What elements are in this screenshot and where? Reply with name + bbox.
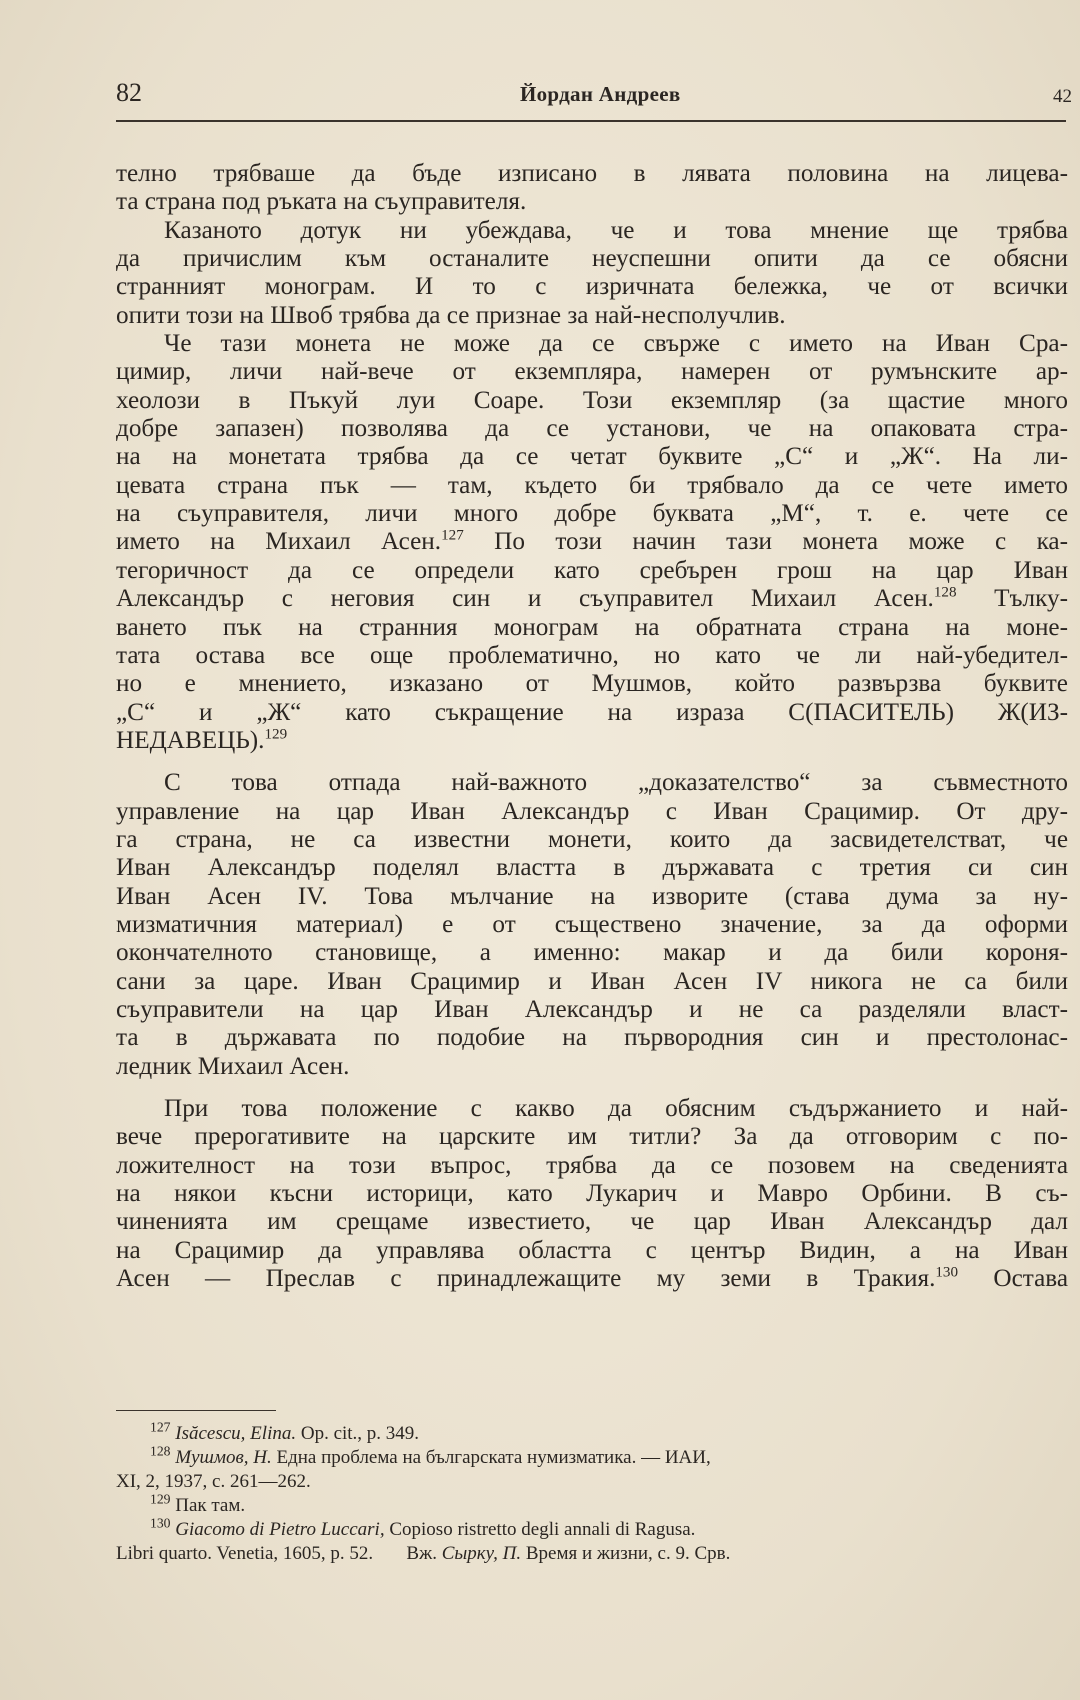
text-segment: Александър с неговия син и съуправител Михаил Асен. bbox=[116, 585, 934, 613]
page-header bbox=[116, 78, 1072, 118]
text-line: сани за царе. Иван Срацимир и Иван Асен IV никога не са били bbox=[116, 967, 1068, 995]
footnote-128 bbox=[116, 1443, 1068, 1470]
text-line-with-ref bbox=[116, 528, 1068, 556]
text-line: мизматичния материал) е от съществено значение, за да оформи bbox=[116, 910, 1068, 938]
text-line: та страна под ръката на съуправителя. bbox=[116, 188, 527, 216]
text-line: телно трябваше да бъде изписано в лявата половина на лицева- bbox=[116, 160, 1068, 187]
footnote-130 bbox=[116, 1515, 1068, 1542]
paragraph-2 bbox=[116, 217, 1068, 330]
text-line: чиненията им срещаме известието, че цар Иван Александър дал bbox=[116, 1208, 1068, 1236]
paragraph-4 bbox=[116, 769, 1068, 1081]
text-line: вече прерогативите на царските им титли? За да отговорим с по- bbox=[116, 1123, 1068, 1151]
footnote-author: Мушмов, Н. bbox=[175, 1447, 272, 1468]
footnote-author: Giacomo di Pietro Luccari, bbox=[175, 1519, 385, 1540]
footnote-130-continued bbox=[116, 1542, 1068, 1566]
header-rule bbox=[116, 120, 1066, 122]
text-line: странният монограм. И то с изричната бележка, че от всички bbox=[116, 273, 1068, 301]
footnote-text: Пак там. bbox=[175, 1495, 246, 1516]
paragraph-5 bbox=[116, 1095, 1068, 1293]
text-line: ложителност на този въпрос, трябва да се позовем на сведенията bbox=[116, 1151, 1068, 1179]
text-line: ледник Михаил Асен. bbox=[116, 1052, 350, 1080]
text-line: на някои късни историци, като Лукарич и Мавро Орбини. В съ- bbox=[116, 1180, 1068, 1208]
text-line: на на монетата трябва да се четат буквите „С“ и „Ж“. На ли- bbox=[116, 443, 1068, 471]
text-line: окончателното становище, а именно: макар и да били короня- bbox=[116, 939, 1068, 967]
text-line-with-ref bbox=[116, 1265, 1068, 1293]
text-line: цимир, личи най-вече от екземпляра, намерен от румънските ар- bbox=[116, 358, 1068, 386]
text-line: цевата страна пък — там, където би трябвало да се чете името bbox=[116, 471, 1068, 499]
text-line: тегоричност да се определи като сребърен грош на цар Иван bbox=[116, 556, 1068, 584]
text-line: та в държавата по подобие на първородния син и престолонас- bbox=[116, 1024, 1068, 1052]
footnote-128-continued: XI, 2, 1937, с. 261—262. bbox=[116, 1471, 311, 1492]
text-line: опити този на Швоб трябва да се признае за най-несполучлив. bbox=[116, 301, 786, 329]
text-line: да причислим към останалите неуспешни опити да се обясни bbox=[116, 245, 1068, 273]
text-line: ването пък на странния монограм на обратната страна на моне- bbox=[116, 613, 1068, 641]
text-line: съуправители на цар Иван Александър и не са разделяли власт- bbox=[116, 995, 1068, 1023]
footnote-ref-128[interactable]: 128 bbox=[933, 584, 957, 601]
text-line: на Срацимир да управлява областта с център Видин, а на Иван bbox=[116, 1236, 1068, 1264]
footnote-number: 127 bbox=[150, 1419, 171, 1435]
paragraph-gap bbox=[116, 755, 1068, 769]
footnote-127 bbox=[116, 1419, 1068, 1446]
text-line: но е мнението, изказано от Мушмов, който развързва буквите bbox=[116, 670, 1068, 698]
text-line-with-ref bbox=[116, 727, 1068, 755]
footnote-number: 128 bbox=[150, 1443, 171, 1459]
footnote-author: Сырку, П. bbox=[441, 1543, 522, 1564]
footnote-ref-129[interactable]: 129 bbox=[264, 726, 288, 743]
margin-number: 42 bbox=[1053, 86, 1072, 107]
page-number: 82 bbox=[116, 78, 142, 107]
text-line: Че тази монета не може да се свърже с името на Иван Сра- bbox=[164, 330, 1068, 358]
footnote-text: Op. cit., p. 349. bbox=[296, 1423, 420, 1444]
text-line: „С“ и „Ж“ като съкращение на израза С(ПАСИТЕЛЬ) Ж(ИЗ- bbox=[116, 698, 1068, 726]
footnote-rule bbox=[116, 1410, 276, 1411]
footnote-text: Libri quarto. Venetia, 1605, p. 52. bbox=[116, 1543, 374, 1564]
text-line: Иван Александър поделял властта в държавата с третия си син bbox=[116, 854, 1068, 882]
text-line: хеолози в Пъкуй луи Соаре. Този екземпляр (за щастие много bbox=[116, 386, 1068, 414]
text-segment: По този начин тази монета може с ка- bbox=[463, 528, 1068, 556]
body-text bbox=[116, 160, 1068, 1293]
text-line: тата остава все още проблематично, но като че ли най-убедител- bbox=[116, 641, 1068, 669]
text-line: При това положение с какво да обясним съдържанието и най- bbox=[164, 1095, 1068, 1122]
footnote-text: Copioso ristretto degli annali di Ragusa. bbox=[384, 1519, 696, 1540]
text-segment: Остава bbox=[993, 1265, 1068, 1293]
text-line: на съуправителя, личи много добре буквата „М“, т. е. чете се bbox=[116, 500, 1068, 528]
paragraph-3 bbox=[116, 330, 1068, 755]
footnote-text: Время и жизни, с. 9. Срв. bbox=[521, 1543, 731, 1564]
text-line: Иван Асен IV. Това мълчание на изворите (става дума за ну- bbox=[116, 882, 1068, 910]
footnote-author: Isăcescu, Elina. bbox=[175, 1423, 297, 1444]
running-head-author: Йордан Андреев bbox=[520, 82, 681, 106]
footnote-text: Една проблема на българската нумизматика. — ИАИ, bbox=[271, 1447, 711, 1468]
text-line: С това отпада най-важното „доказателство“ за съвместното bbox=[164, 769, 1068, 797]
footnote-ref-127[interactable]: 127 bbox=[441, 528, 464, 545]
text-line: добре запазен) позволява да се установи, че на опаковата стра- bbox=[116, 415, 1068, 443]
text-line: управление на цар Иван Александър с Иван Срацимир. От дру- bbox=[116, 797, 1068, 825]
text-segment: Асен — Преслав с принадлежащите му земи в Тракия. bbox=[116, 1265, 936, 1293]
footnote-129 bbox=[116, 1491, 1068, 1518]
footnote-text: Вж. bbox=[406, 1543, 442, 1564]
footnotes bbox=[116, 1419, 1068, 1566]
text-segment: Тълку- bbox=[956, 585, 1068, 613]
footnote-number: 130 bbox=[150, 1515, 171, 1531]
text-line: Казаното дотук ни убеждава, че и това мнение ще трябва bbox=[164, 216, 1068, 244]
paragraph-gap bbox=[116, 1081, 1068, 1095]
footnote-ref-130[interactable]: 130 bbox=[935, 1264, 959, 1281]
text-segment: НЕДАВЕЦЬ). bbox=[116, 726, 265, 754]
footnote-number: 129 bbox=[150, 1491, 171, 1507]
paragraph-1 bbox=[116, 160, 1068, 217]
text-line: га страна, не са известни монети, които да засвидетелстват, че bbox=[116, 825, 1068, 853]
text-line-with-ref bbox=[116, 585, 1068, 613]
text-segment: името на Михаил Асен. bbox=[116, 528, 442, 556]
